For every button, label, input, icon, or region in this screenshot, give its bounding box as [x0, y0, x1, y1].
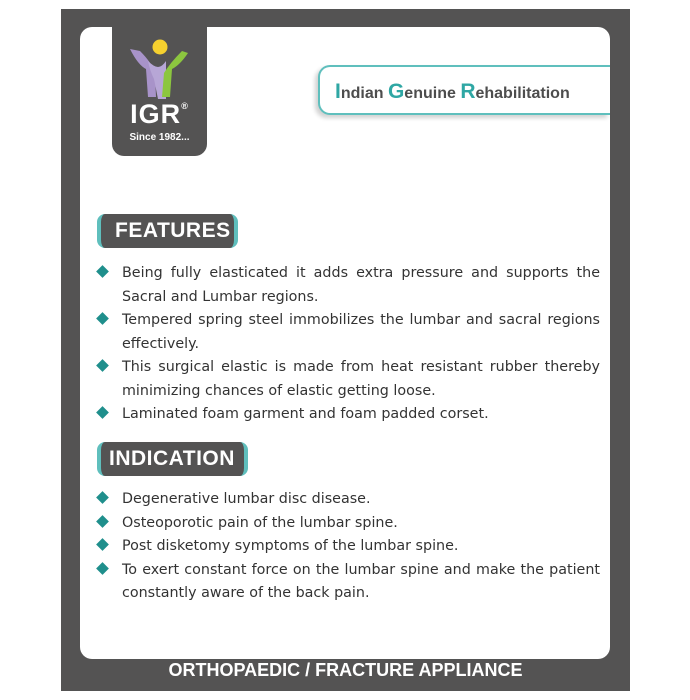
diamond-bullet-icon	[96, 312, 109, 325]
logo-wordmark: IGR®	[130, 99, 189, 129]
list-item: Osteoporotic pain of the lumbar spine.	[95, 512, 600, 536]
brand-banner	[318, 65, 610, 115]
indication-heading: INDICATION	[97, 442, 248, 476]
diamond-bullet-icon	[96, 491, 109, 504]
people-figures-icon	[126, 39, 192, 101]
list-item: Laminated foam garment and foam padded corset.	[95, 403, 600, 427]
list-item: Being fully elasticated it adds extra pressure and supports the Sacral and Lumbar regions.	[95, 262, 600, 309]
registered-icon: ®	[181, 101, 189, 111]
logo-since: Since 1982...	[129, 132, 190, 143]
diamond-bullet-icon	[96, 538, 109, 551]
list-item: Tempered spring steel immobilizes the lumbar and sacral regions effectively.	[95, 309, 600, 356]
indication-list	[95, 488, 600, 606]
diamond-bullet-icon	[96, 562, 109, 575]
diamond-bullet-icon	[96, 265, 109, 278]
brand-name: Indian Genuine Rehabilitation	[335, 80, 570, 103]
list-item: Degenerative lumbar disc disease.	[95, 488, 600, 512]
diamond-bullet-icon	[96, 406, 109, 419]
list-item: This surgical elastic is made from heat resistant rubber thereby minimizing chances of elastic getting loose.	[95, 356, 600, 403]
list-item: Post disketomy symptoms of the lumbar spine.	[95, 535, 600, 559]
diamond-bullet-icon	[96, 515, 109, 528]
footer-title: ORTHOPAEDIC / FRACTURE APPLIANCE	[168, 660, 523, 680]
list-item: To exert constant force on the lumbar spine and make the patient constantly aware of the back pain.	[95, 559, 600, 606]
features-list	[95, 262, 600, 427]
features-heading: FEATURES	[97, 214, 238, 248]
logo	[112, 27, 207, 156]
diamond-bullet-icon	[96, 359, 109, 372]
